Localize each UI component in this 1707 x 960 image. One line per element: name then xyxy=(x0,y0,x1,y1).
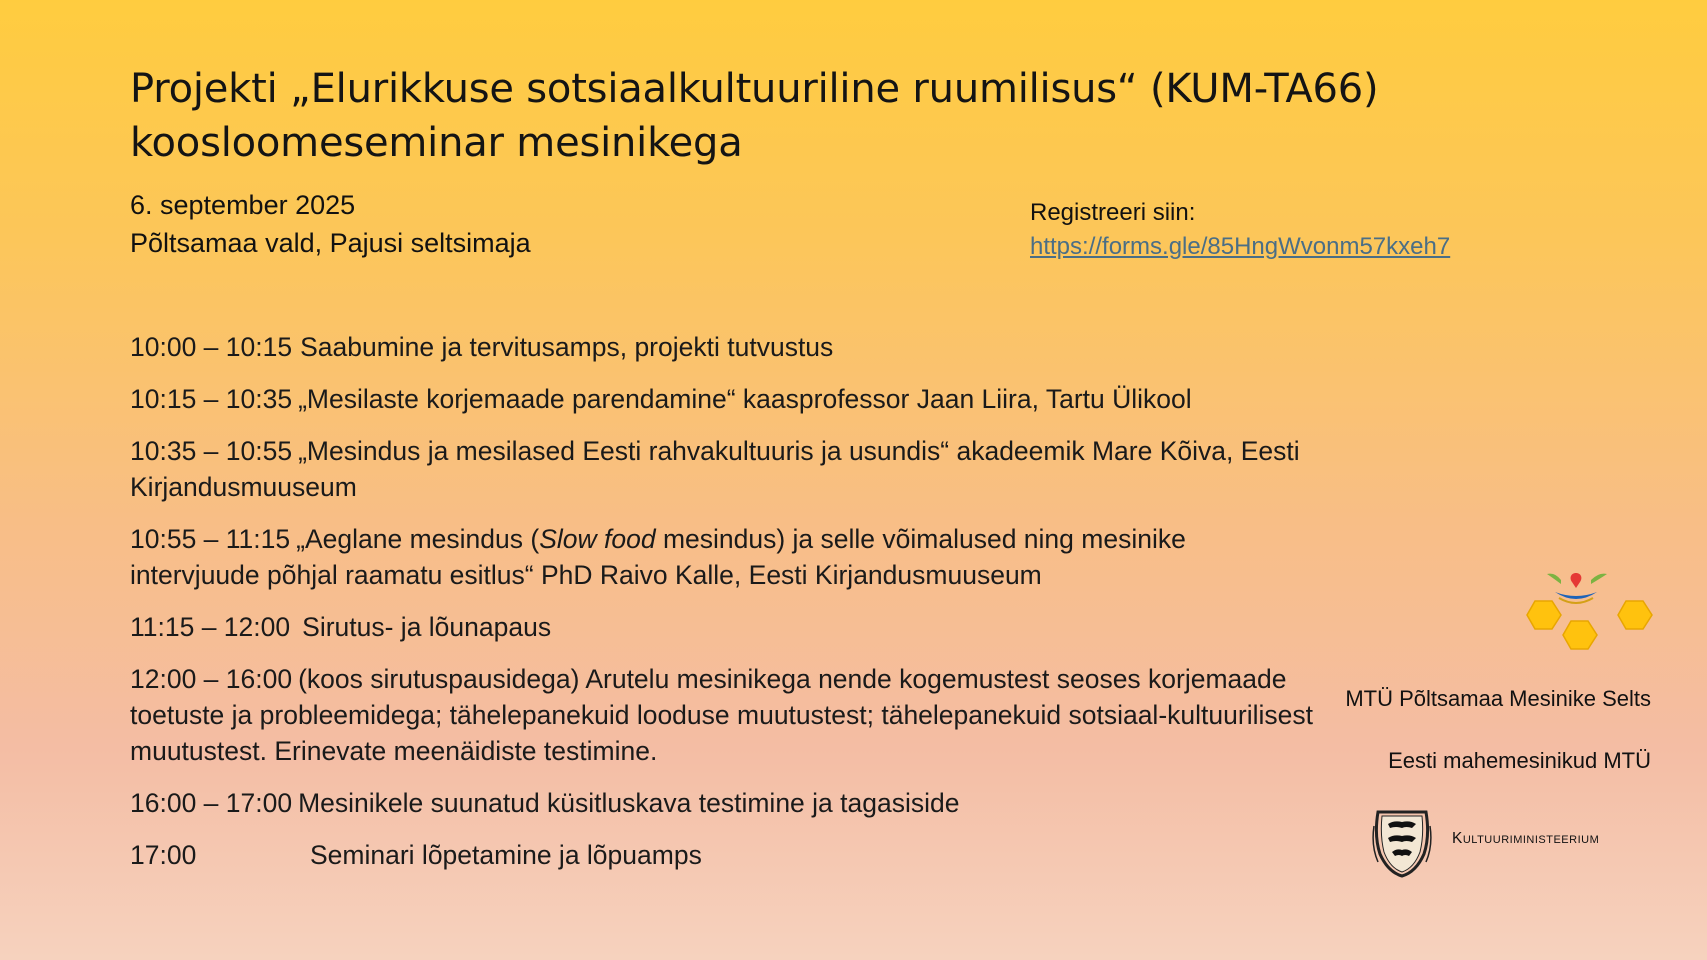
agenda-item xyxy=(130,381,1320,417)
title-line-1: Projekti „Elurikkuse sotsiaalkultuuriline ruumilisus“ (KUM-TA66) xyxy=(130,66,1379,112)
agenda-text: (koos sirutuspausidega) Arutelu mesinikega nende kogemustest seoses korjemaade toetuste ja probleemidega; tähelepanekuid looduse muutustest; tähelepanekuid sotsiaal-kultuurilisest muutustest. Erinevate meenäidiste testimine. xyxy=(130,664,1313,766)
event-info xyxy=(130,186,531,262)
ministry-name: Kultuuriministeerium xyxy=(1452,830,1600,847)
agenda-item xyxy=(130,433,1320,505)
agenda-item xyxy=(130,521,1320,593)
organizer-beekeepers-society: MTÜ Põltsamaa Mesinike Selts xyxy=(1345,686,1651,711)
agenda-time: 16:00 – 17:00 xyxy=(130,788,293,818)
page-title xyxy=(130,62,1530,170)
agenda-text: Mesinikele suunatud küsitluskava testimine ja tagasiside xyxy=(298,788,960,818)
registration-block xyxy=(1030,196,1450,264)
organizer-organic-beekeepers: Eesti mahemesinikud MTÜ xyxy=(1388,748,1651,773)
event-date: 6. september 2025 xyxy=(130,190,356,220)
agenda-time: 10:55 – 11:15 xyxy=(130,524,291,554)
agenda-item xyxy=(130,661,1320,769)
agenda-time: 11:15 – 12:00 xyxy=(130,612,291,642)
title-line-2: koosloomeseminar mesinikega xyxy=(130,120,743,166)
honeycomb-logo-icon xyxy=(1525,570,1655,665)
registration-label: Registreeri siin: xyxy=(1030,199,1196,226)
agenda-list xyxy=(130,329,1320,889)
agenda-item xyxy=(130,785,1320,821)
event-location: Põltsamaa vald, Pajusi seltsimaja xyxy=(130,228,531,258)
registration-link[interactable]: https://forms.gle/85HngWvonm57kxeh7 xyxy=(1030,233,1451,260)
agenda-text: Saabumine ja tervitusamps, projekti tutvustus xyxy=(300,332,834,362)
agenda-text-italic: Slow food xyxy=(539,524,656,554)
agenda-time: 10:35 – 10:55 xyxy=(130,436,293,466)
agenda-text-part: „Aeglane mesindus ( xyxy=(296,524,540,554)
agenda-time: 10:00 – 10:15 xyxy=(130,332,293,362)
agenda-time: 10:15 – 10:35 xyxy=(130,384,293,414)
agenda-time: 12:00 – 16:00 xyxy=(130,664,293,694)
agenda-text: Sirutus- ja lõunapaus xyxy=(302,612,552,642)
agenda-item xyxy=(130,329,1320,365)
estonian-coat-of-arms-icon xyxy=(1370,806,1434,880)
agenda-text: „Mesilaste korjemaade parendamine“ kaasprofessor Jaan Liira, Tartu Ülikool xyxy=(298,384,1192,414)
agenda-text-part: mesindus) ja selle võimalused ning mesinike intervjuude põhjal raamatu esitlus“ PhD Raivo Kalle, Eesti Kirjandusmuuseum xyxy=(130,524,1186,590)
agenda-item xyxy=(130,609,1320,645)
agenda-item xyxy=(130,837,1320,873)
agenda-text: „Mesindus ja mesilased Eesti rahvakultuuris ja usundis“ akadeemik Mare Kõiva, Eesti Kirjandusmuuseum xyxy=(130,436,1300,502)
agenda-text: Seminari lõpetamine ja lõpuamps xyxy=(310,840,702,870)
agenda-time: 17:00 xyxy=(130,840,197,870)
